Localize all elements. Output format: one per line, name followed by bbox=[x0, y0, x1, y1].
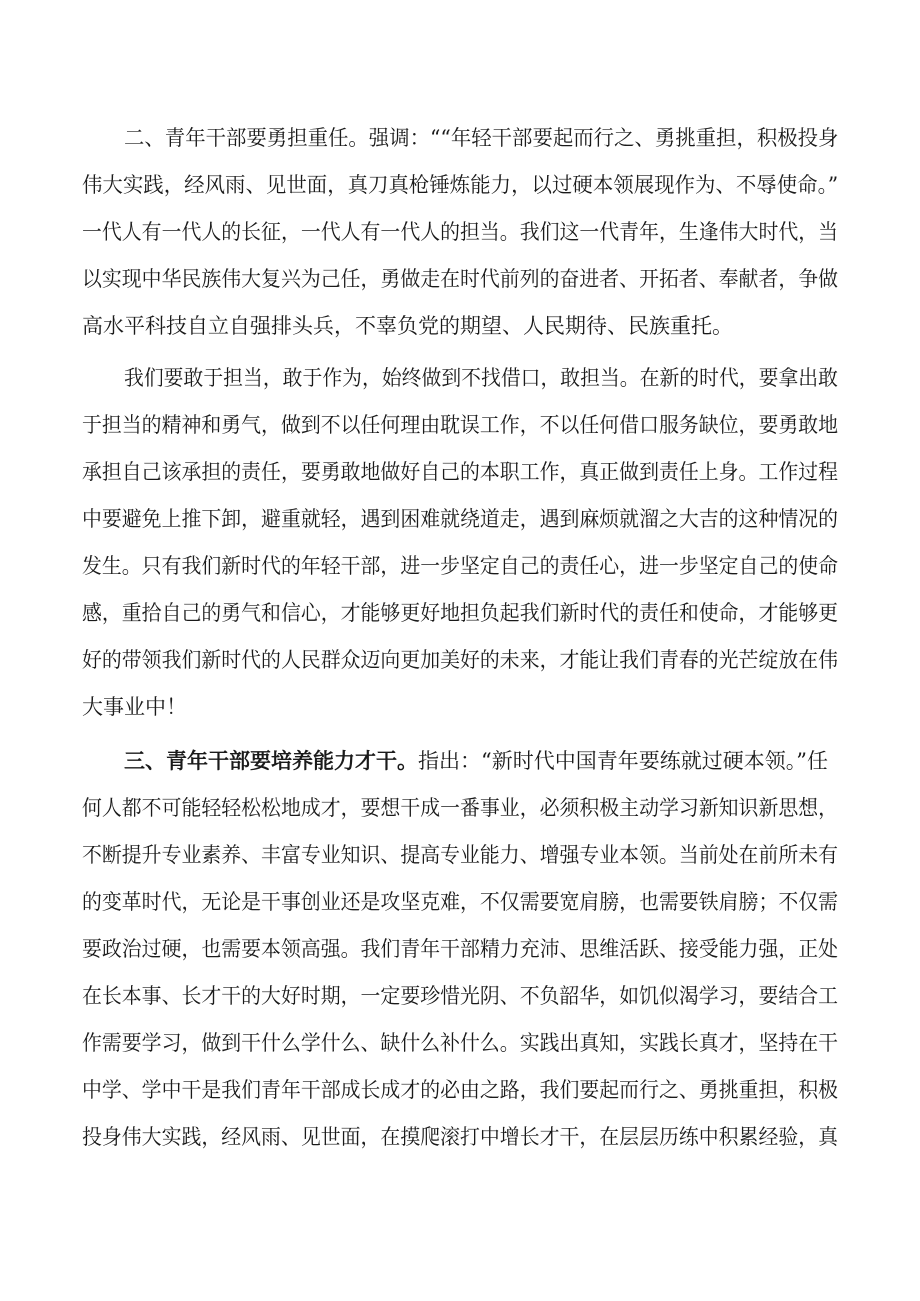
paragraph-1-line-5: 高水平科技自立自强排头兵，不辜负党的期望、人民期待、民族重托。 bbox=[82, 314, 733, 338]
paragraph-2-line-6: 感，重拾自己的勇气和信心，才能够更好地担负起我们新时代的责任和使命，才能够更 bbox=[82, 601, 839, 625]
paragraph-3-heading: 三、青年干部要培养能力才干。 bbox=[124, 748, 418, 773]
paragraph-1-line-1: 二、青年干部要勇担重任。强调：““年轻干部要起而行之、勇挑重担，积极投身 bbox=[124, 126, 839, 150]
paragraph-1-line-2: 伟大实践，经风雨、见世面，真刀真枪锤炼能力，以过硬本领展现作为、不辱使命。” bbox=[82, 173, 839, 197]
paragraph-2-line-5: 发生。只有我们新时代的年轻干部，进一步坚定自己的责任心，进一步坚定自己的使命 bbox=[82, 554, 839, 578]
paragraph-3-line-1 bbox=[124, 749, 828, 773]
paragraph-2-line-7: 好的带领我们新时代的人民群众迈向更加美好的未来，才能让我们青春的光芒绽放在伟 bbox=[82, 648, 839, 672]
paragraph-2-line-2: 于担当的精神和勇气，做到不以任何理由耽误工作，不以任何借口服务缺位，要勇敢地 bbox=[82, 413, 839, 437]
paragraph-3-line-4: 的变革时代，无论是干事创业还是攻坚克难，不仅需要宽肩膀，也需要铁肩膀；不仅需 bbox=[82, 890, 839, 914]
paragraph-3-line-7: 作需要学习，做到干什么学什么、缺什么补什么。实践出真知，实践长真才，坚持在干 bbox=[82, 1031, 839, 1055]
paragraph-2-line-3: 承担自己该承担的责任，要勇敢地做好自己的本职工作，真正做到责任上身。工作过程 bbox=[82, 460, 839, 484]
paragraph-3-line-9: 投身伟大实践，经风雨、见世面，在摸爬滚打中增长才干，在层层历练中积累经验，真 bbox=[82, 1125, 839, 1149]
paragraph-2-line-1: 我们要敢于担当，敢于作为，始终做到不找借口，敢担当。在新的时代，要拿出敢 bbox=[124, 366, 838, 390]
paragraph-2-line-8: 大事业中！ bbox=[82, 695, 187, 719]
paragraph-3-line-8: 中学、学中干是我们青年干部成长成才的必由之路，我们要起而行之、勇挑重担，积极 bbox=[82, 1078, 839, 1102]
paragraph-3-line-5: 要政治过硬，也需要本领高强。我们青年干部精力充沛、思维活跃、接受能力强，正处 bbox=[82, 937, 839, 961]
paragraph-1-line-3: 一代人有一代人的长征，一代人有一代人的担当。我们这一代青年，生逢伟大时代，当 bbox=[82, 220, 839, 244]
paragraph-2-line-4: 中要避免上推下卸，避重就轻，遇到困难就绕道走，遇到麻烦就溜之大吉的这种情况的 bbox=[82, 507, 839, 531]
paragraph-3-line-6: 在长本事、长才干的大好时期，一定要珍惜光阴、不负韶华，如饥似渴学习，要结合工 bbox=[82, 984, 839, 1008]
paragraph-3-line-1-text: 指出：“新时代中国青年要练就过硬本领。”任 bbox=[418, 749, 828, 773]
paragraph-3-line-3: 不断提升专业素养、丰富专业知识、提高专业能力、增强专业本领。当前处在前所未有 bbox=[82, 843, 839, 867]
paragraph-3-line-2: 何人都不可能轻轻松松地成才，要想干成一番事业，必须积极主动学习新知识新思想， bbox=[82, 796, 839, 820]
paragraph-1-line-4: 以实现中华民族伟大复兴为己任，勇做走在时代前列的奋进者、开拓者、奉献者，争做 bbox=[82, 267, 839, 291]
